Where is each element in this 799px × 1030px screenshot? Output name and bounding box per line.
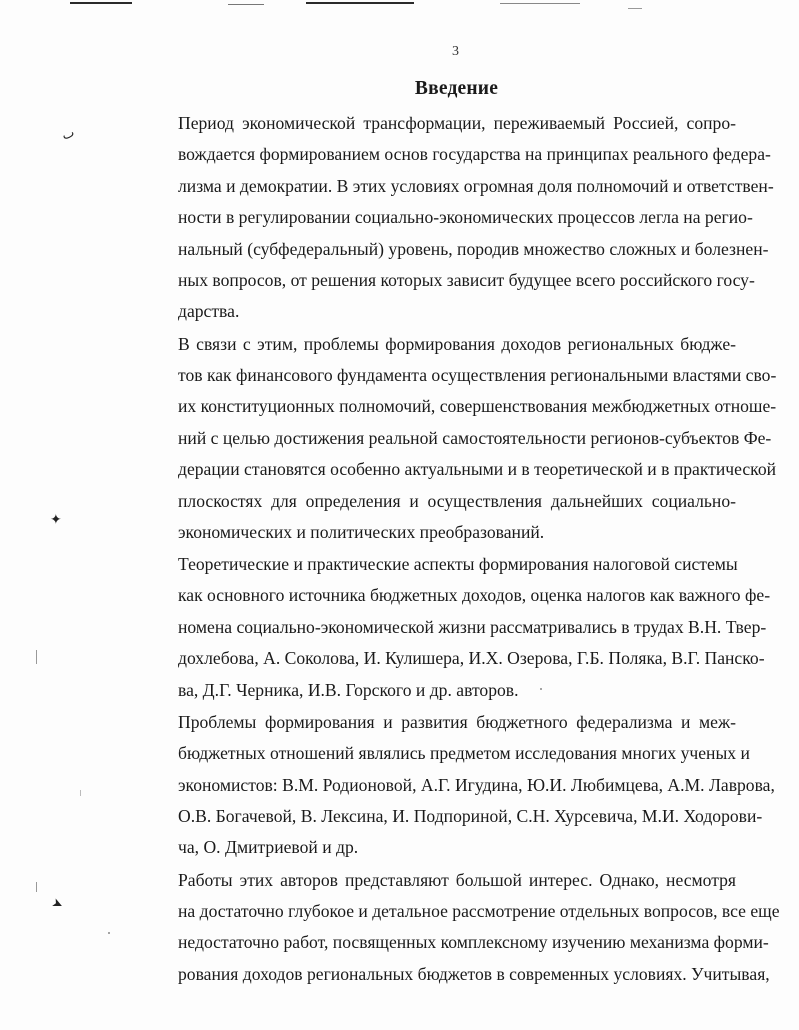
text-line: экономических и политических преобразований.	[178, 521, 545, 542]
text-line: ний с целью достижения реальной самостоятельности регионов-субъектов Фе-	[178, 427, 772, 448]
text-line: экономистов: В.М. Родионовой, А.Г. Игудина, Ю.И. Любимцева, А.М. Лаврова,	[178, 774, 775, 795]
text-line: как основного источника бюджетных доходов, оценка налогов как важного фе-	[178, 585, 771, 606]
scan-artifact-line	[500, 3, 580, 4]
text-line: Теоретические и практические аспекты формирования налоговой системы	[178, 554, 738, 575]
scan-artifact-tick	[36, 882, 37, 892]
text-line: их конституционных полномочий, совершенствования межбюджетных отноше-	[178, 396, 777, 417]
text-line: ча, О. Дмитриевой и др.	[178, 837, 359, 858]
scan-artifact-line	[306, 2, 414, 4]
text-line: нальный (субфедеральный) уровень, породив множество сложных и болезнен-	[178, 238, 769, 259]
text-line: ности в регулировании социально-экономических процессов легла на регио-	[178, 207, 753, 228]
text-line: дерации становятся особенно актуальными и в теоретической и в практической	[178, 459, 777, 480]
text-line: Проблемы формирования и развития бюджетного федерализма и меж-	[178, 711, 736, 732]
text-line: дохлебова, А. Соколова, И. Кулишера, И.Х. Озерова, Г.Б. Поляка, В.Г. Панско-	[178, 648, 765, 669]
text-line: В связи с этим, проблемы формирования доходов региональных бюдже-	[178, 333, 736, 354]
paragraph	[134, 865, 780, 991]
text-line: Период экономической трансформации, переживаемый Россией, сопро-	[178, 113, 736, 133]
text-line: тов как финансового фундамента осуществления региональными властями сво-	[178, 364, 777, 385]
text-line: О.В. Богачевой, В. Лексина, И. Подпориной, С.Н. Хурсевича, М.И. Ходорови-	[178, 806, 763, 826]
scan-artifact-dot	[540, 688, 542, 690]
text-line: плоскостях для определения и осуществления дальнейших социально-	[178, 490, 736, 511]
margin-mark: ✦	[50, 513, 62, 528]
paragraph	[134, 108, 774, 328]
scan-artifact-line	[70, 2, 132, 4]
body-text	[134, 108, 780, 991]
scan-artifact-tick	[80, 790, 81, 796]
margin-mark: ٮ	[59, 124, 77, 143]
text-line: Работы этих авторов представляют большой интерес. Однако, несмотря	[178, 869, 736, 890]
text-line: вождается формированием основ государства на принципах реального федера-	[178, 144, 771, 165]
text-line: на достаточно глубокое и детальное рассмотрение отдельных вопросов, все еще	[178, 900, 780, 921]
scan-artifact-tick	[36, 650, 37, 664]
text-line: ных вопросов, от решения которых зависит будущее всего российского госу-	[178, 270, 755, 291]
text-line: рования доходов региональных бюджетов в современных условиях. Учитывая,	[178, 963, 770, 984]
page-title: Введение	[414, 78, 499, 99]
page-number: 3	[452, 44, 459, 59]
text-line: ва, Д.Г. Черника, И.В. Горского и др. авторов.	[178, 679, 519, 700]
margin-mark: ➤	[49, 894, 66, 913]
text-line: номена социально-экономической жизни рассматривались в трудах В.Н. Твер-	[178, 616, 767, 637]
paragraph	[134, 329, 777, 549]
scan-artifact-line	[628, 8, 642, 9]
text-line: лизма и демократии. В этих условиях огромная доля полномочий и ответствен-	[178, 175, 774, 196]
paragraph	[134, 707, 775, 864]
text-line: дарства.	[178, 301, 240, 322]
scan-artifact-line	[228, 4, 264, 5]
text-line: недостаточно работ, посвященных комплексному изучению механизма форми-	[178, 932, 769, 953]
scan-artifact-dot	[108, 932, 110, 934]
paragraph	[134, 549, 771, 706]
text-line: бюджетных отношений являлись предметом исследования многих ученых и	[178, 743, 750, 764]
